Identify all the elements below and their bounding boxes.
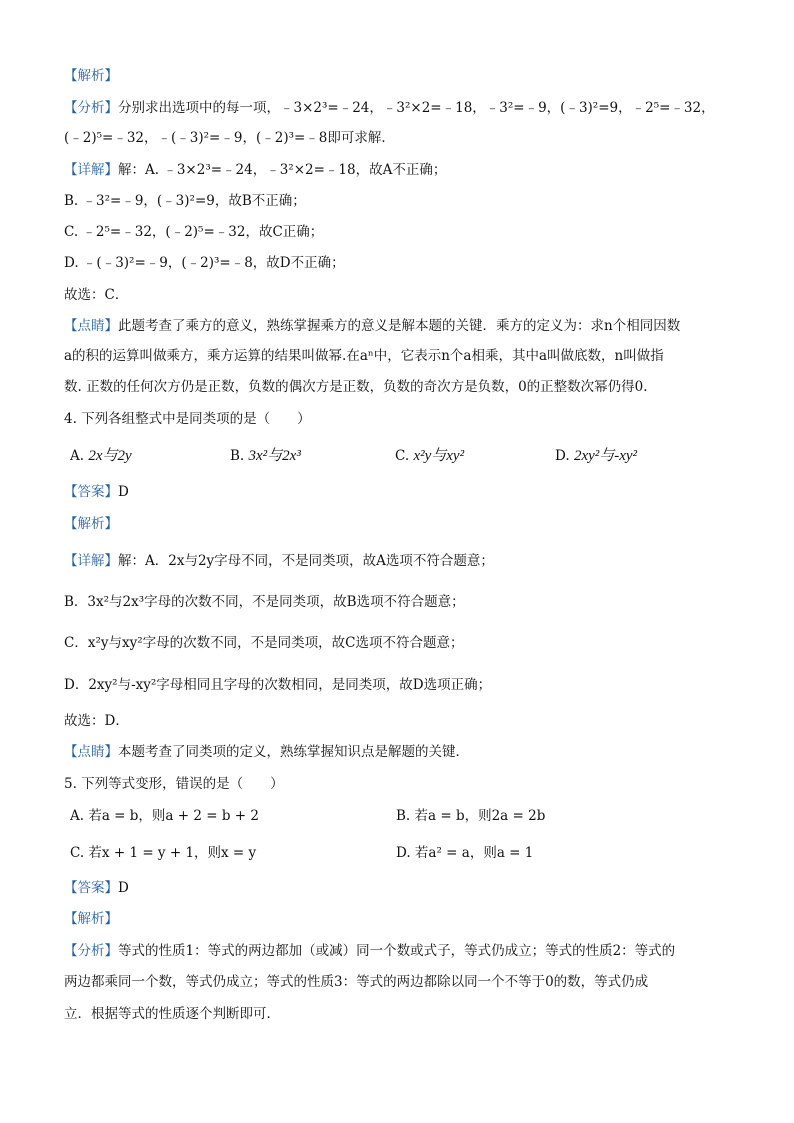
q5-fenxi-line-3: 立．根据等式的性质逐个判断即可．	[64, 1006, 280, 1022]
q3-dianjing-line-1: 【点睛】此题考查了乘方的意义，熟练掌握乘方的意义是解本题的关键．乘方的定义为：求n个相同因数	[64, 318, 681, 334]
q3-xiangjie-d: D. ﹣(﹣3)²=﹣9，(﹣2)³=﹣8，故D不正确；	[64, 255, 345, 271]
q4-option-b: B. 3x²与2x³	[230, 448, 301, 464]
q4-xiangjie-a: 【详解】解：A．2x与2y字母不同，不是同类项，故A选项不符合题意；	[64, 553, 494, 569]
q3-xiangjie-a: 【详解】解：A. ﹣3×2³=﹣24，﹣3²×2=﹣18，故A不正确；	[64, 162, 447, 178]
q4-stem: 4. 下列各组整式中是同类项的是（ ）	[64, 411, 311, 427]
q3-choice: 故选：C．	[64, 287, 129, 303]
q5-option-a: A. 若a = b，则a + 2 = b + 2	[70, 808, 259, 824]
q3-fenxi-line-1: 【分析】分别求出选项中的每一项，﹣3×2³=﹣24，﹣3²×2=﹣18，﹣3²=﹣9，(﹣3)²=9，﹣2⁵=﹣32，	[64, 100, 715, 116]
q5-option-c: C. 若x + 1 = y + 1，则x = y	[70, 845, 257, 861]
q4-answer: 【答案】D	[64, 484, 129, 500]
q4-jiexi-tag: 【解析】	[64, 516, 118, 532]
q3-fenxi-line-2: (﹣2)⁵=﹣32，﹣(﹣3)²=﹣9，(﹣2)³=﹣8即可求解．	[64, 130, 395, 146]
q4-choice: 故选：D．	[64, 713, 129, 729]
q3-dianjing-line-3: 数. 正数的任何次方仍是正数，负数的偶次方是正数，负数的奇次方是负数，0的正整数次幂仍得0.	[64, 379, 648, 395]
q3-xiangjie-b: B. ﹣3²=﹣9，(﹣3)²=9，故B不正确；	[64, 193, 306, 209]
q5-jiexi-tag: 【解析】	[64, 911, 118, 927]
q5-option-d: D. 若a² = a，则a = 1	[396, 845, 534, 861]
q4-xiangjie-c: C．x²y与xy²字母的次数不同，不是同类项，故C选项不符合题意；	[64, 635, 464, 651]
q5-answer: 【答案】D	[64, 880, 129, 896]
q4-xiangjie-d: D．2xy²与-xy²字母相同且字母的次数相同，是同类项，故D选项正确；	[64, 677, 492, 693]
q4-option-a: A. 2x与2y	[70, 448, 132, 464]
q3-jiexi-tag: 【解析】	[64, 68, 118, 84]
q3-dianjing-line-2: a的积的运算叫做乘方，乘方运算的结果叫做幂.在aⁿ中，它表示n个a相乘，其中a叫做底数，n叫做指	[64, 348, 664, 364]
q4-dianjing: 【点睛】本题考查了同类项的定义，熟练掌握知识点是解题的关键．	[64, 744, 469, 760]
q5-option-b: B. 若a = b，则2a = 2b	[396, 808, 546, 824]
q5-stem: 5. 下列等式变形，错误的是（ ）	[64, 776, 284, 792]
q4-xiangjie-b: B．3x²与2x³字母的次数不同，不是同类项，故B选项不符合题意；	[64, 594, 465, 610]
q5-fenxi-line-2: 两边都乘同一个数，等式仍成立；等式的性质3：等式的两边都除以同一个不等于0的数，等式仍成	[64, 974, 649, 990]
q4-option-c: C. x²y与xy²	[395, 448, 465, 464]
q4-option-d: D. 2xy²与-xy²	[555, 448, 638, 464]
q5-fenxi-line-1: 【分析】等式的性质1：等式的两边都加（或减）同一个数或式子，等式仍成立；等式的性质2：等式的	[64, 943, 676, 959]
q3-xiangjie-c: C. ﹣2⁵=﹣32，(﹣2)⁵=﹣32，故C正确；	[64, 224, 324, 240]
